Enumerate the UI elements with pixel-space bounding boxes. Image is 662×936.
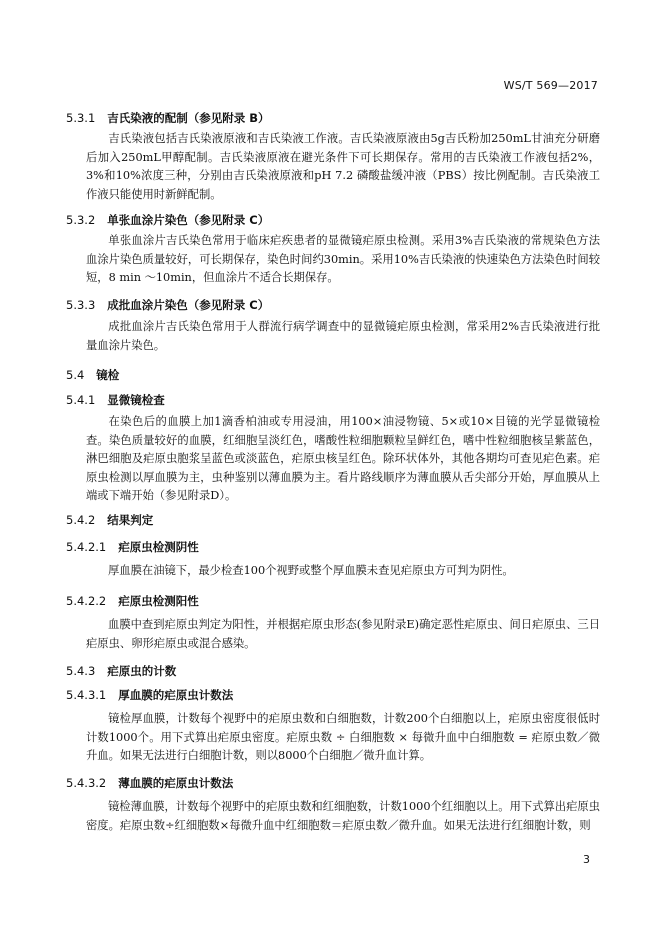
section-heading-5-4: 5.4 镜检 (66, 368, 120, 382)
section-heading-5-3-1: 5.3.1 吉氏染液的配制（参见附录 B） (66, 111, 270, 125)
section-heading-5-3-2: 5.3.2 单张血涂片染色（参见附录 C） (66, 213, 270, 227)
section-heading-5-4-3: 5.4.3 疟原虫的计数 (66, 664, 177, 678)
paragraph-batch-smear-staining: 成批血涂片吉氏染色常用于人群流行病学调查中的显微镜疟原虫检测，常采用2%吉氏染液进行批量血涂片染色。 (86, 320, 600, 352)
paragraph-negative-result: 厚血膜在油镜下，最少检查100个视野或整个厚血膜未查见疟原虫方可判为阴性。 (108, 564, 514, 577)
standard-code: WS/T 569—2017 (503, 79, 598, 92)
paragraph-microscopy-examination: 在染色后的血膜上加1滴香柏油或专用浸油，用100×油浸物镜、5×或10×目镜的光学显微镜检查。染色质量较好的血膜，红细胞呈淡红色，嗜酸性粒细胞颗粒呈鲜红色，嗜中性粒细胞核呈紫蓝色，淋巴细胞及疟原虫胞浆呈蓝色或淡蓝色，疟原虫核呈红色。除环状体外，其他各期均可查见疟色素。疟原虫检测以厚血膜为主，虫种鉴别以薄血膜为主。看片路线顺序为薄血膜从舌尖部分开始，厚血膜从上端或下端开始（参见附录D）。 (86, 415, 600, 502)
section-heading-5-4-2-1: 5.4.2.1 疟原虫检测阴性 (66, 540, 199, 554)
paragraph-giemsa-preparation: 吉氏染液包括吉氏染液原液和吉氏染液工作液。吉氏染液原液由5g吉氏粉加250mL甘油充分研磨后加入250mL甲醇配制。吉氏染液原液在避光条件下可长期保存。常用的吉氏染液工作液包括2%，3%和10%浓度三种，分别由吉氏染液原液和pH 7.2 磷酸盐缓冲液（PBS）按比例配制。吉氏染液工作液只能使用时新鲜配制。 (86, 132, 600, 201)
paragraph-thick-film-count: 镜检厚血膜，计数每个视野中的疟原虫数和白细胞数，计数200个白细胞以上，疟原虫密度很低时计数1000个。用下式算出疟原虫密度。疟原虫数 ÷ 白细胞数 × 每微升血中白细胞数 = 疟原虫数／微升血。如果无法进行白细胞计数，则以8000个白细胞／微升血计算。 (86, 712, 600, 762)
paragraph-single-smear-staining: 单张血涂片吉氏染色常用于临床疟疾患者的显微镜疟原虫检测。采用3%吉氏染液的常规染色方法血涂片染色质量较好，可长期保存，染色时间约30min。采用10%吉氏染液的快速染色方法染色时间较短，8 min ～10min，但血涂片不适合长期保存。 (86, 234, 600, 284)
paragraph-positive-result: 血膜中查到疟原虫判定为阳性，并根据疟原虫形态(参见附录E)确定恶性疟原虫、间日疟原虫、三日疟原虫、卵形疟原虫或混合感染。 (86, 618, 600, 650)
section-heading-5-4-1: 5.4.1 显微镜检查 (66, 393, 165, 407)
paragraph-thin-film-count: 镜检薄血膜，计数每个视野中的疟原虫数和红细胞数，计数1000个红细胞以上。用下式算出疟原虫密度。疟原虫数÷红细胞数×每微升血中红细胞数＝疟原虫数／微升血。如果无法进行红细胞计数，则 (86, 800, 600, 832)
page-number: 3 (583, 853, 590, 866)
section-heading-5-4-3-2: 5.4.3.2 薄血膜的疟原虫计数法 (66, 776, 234, 790)
section-heading-5-4-2-2: 5.4.2.2 疟原虫检测阳性 (66, 594, 199, 608)
section-heading-5-4-2: 5.4.2 结果判定 (66, 513, 154, 527)
section-heading-5-4-3-1: 5.4.3.1 厚血膜的疟原虫计数法 (66, 688, 234, 702)
section-heading-5-3-3: 5.3.3 成批血涂片染色（参见附录 C） (66, 298, 270, 312)
